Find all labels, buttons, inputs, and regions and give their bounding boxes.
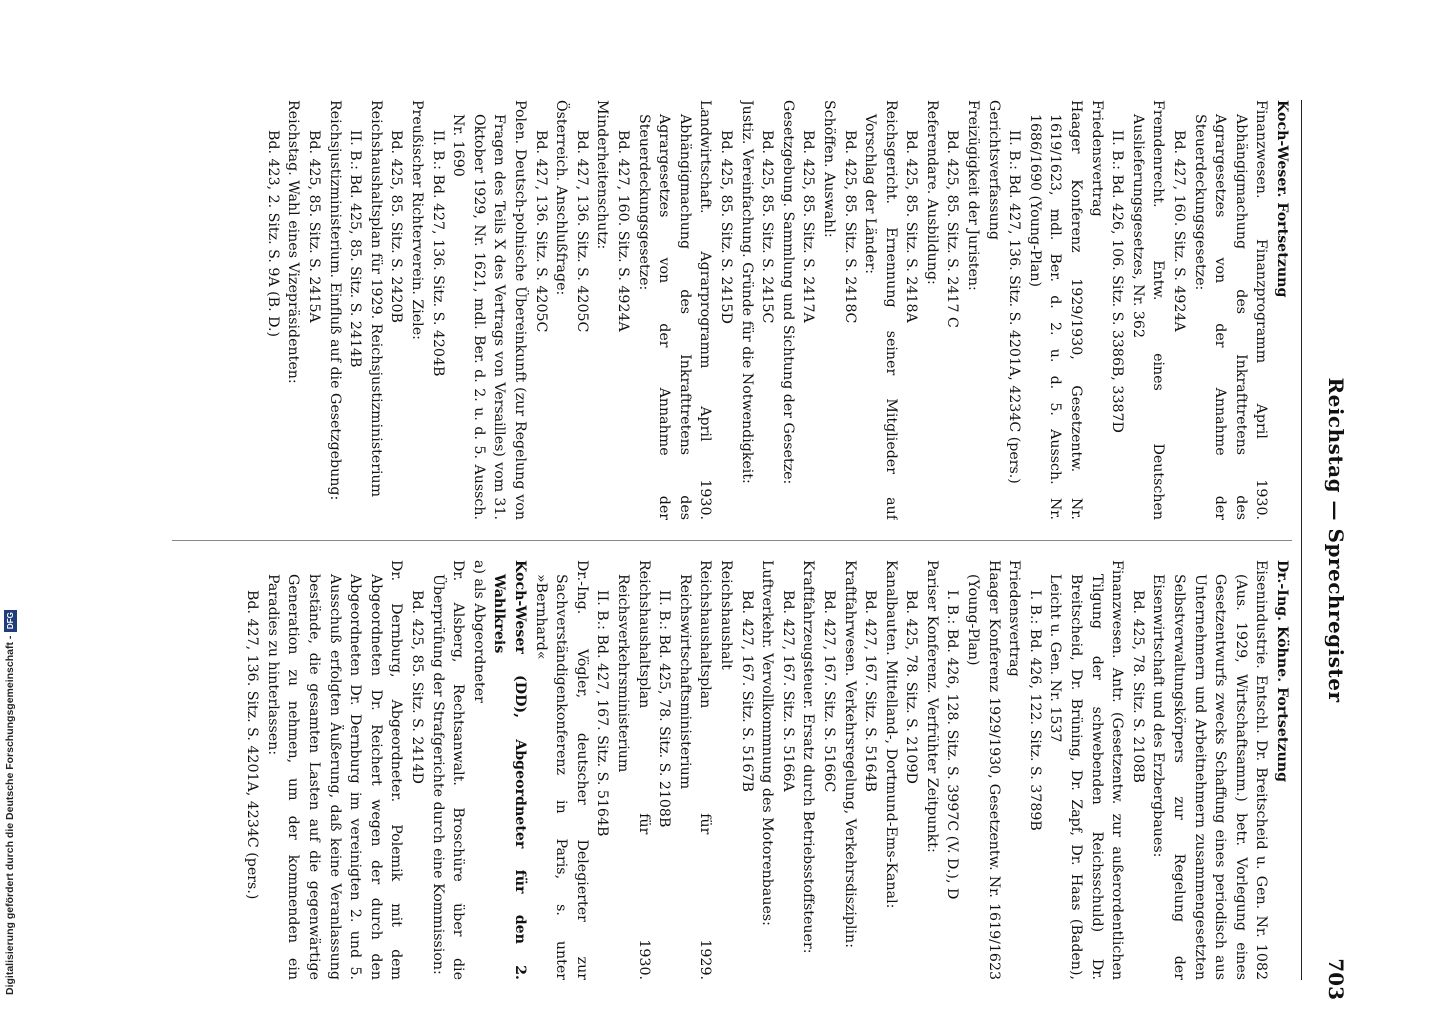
index-entry: Reichshaushaltsplan für 1929. Reichsjustizministerium: [367, 100, 384, 498]
index-reference: II. B.: Bd. 426, 106. Sitz. S. 3386B, 3387D: [1109, 130, 1126, 433]
index-reference: Bd. 427, 167. Sitz. S. 5166A: [779, 590, 796, 792]
credit-text: Digitalisierung gefördert durch die Deutsche Forschungsgemeinschaft -: [4, 635, 16, 995]
index-entry: Reichshaushaltsplan für 1930. Reichsverkehrsministerium: [615, 560, 652, 980]
index-reference: Bd. 427, 136. Sitz. S. 4205C: [532, 130, 549, 333]
index-reference: Bd. 427, 136. Sitz. S. 4205C: [573, 130, 590, 333]
index-reference: Bd. 427, 167. Sitz. S. 5166C: [820, 590, 837, 793]
index-entry: Dr.-Ing. Vögler, deutscher Delegierter zur Sachverständigenkonferenz in Paris, s. unter »Bernhard«: [532, 560, 590, 980]
index-entry: Österreich. Anschlußfrage:: [553, 100, 570, 296]
index-reference: Bd. 425, 78. Sitz. S. 2109D: [903, 590, 920, 784]
index-entry: Preußischer Richterverein. Ziele:: [409, 100, 426, 340]
index-reference: II. B.: Bd. 427, 136. Sitz. S. 4204B: [429, 130, 446, 377]
header-rule: [1301, 100, 1302, 980]
index-reference: II. B.: Bd. 425, 78. Sitz. S. 2108B: [656, 590, 673, 828]
index-entry: Kraftfahrwesen. Verkehrsregelung, Verkehrsdisziplin:: [841, 560, 858, 948]
index-entry: Freizügigkeit der Juristen:: [965, 100, 982, 291]
page-number: 703: [1324, 958, 1348, 1000]
index-entry: Fremdenrecht. Entw. eines Deutschen Auslieferungsgesetzes, Nr. 362: [1129, 100, 1167, 520]
index-entry: Haager Konferenz 1929/1930, Gesetzentw. Nr. 1619/1623, mdl. Ber. d. 2. u. d. 5. Aussch. Nr. 1686/1690 (Young-Plan): [1026, 100, 1085, 520]
index-reference: I. B.: Bd. 426, 122. Sitz. S. 3789B: [1026, 590, 1043, 831]
index-reference: II. B.: Bd. 427, 167. Sitz. S. 5164B: [594, 590, 611, 837]
index-reference: II. B.: Bd. 427, 136. Sitz. S. 4201A, 4234C (pers.): [1006, 130, 1023, 484]
index-entry: Luftverkehr. Vervollkommnung des Motorenbaues:: [759, 560, 776, 926]
index-reference: Bd. 425, 85. Sitz. S. 2415A: [306, 130, 323, 323]
index-entry: Kraftfahrzeugsteuer. Ersatz durch Betriebsstoffsteuer:: [800, 560, 817, 954]
index-entry: Justiz. Vereinfachung. Gründe für die Notwendigkeit:: [738, 100, 755, 484]
index-reference: Bd. 425, 85. Sitz. S. 2418A: [903, 130, 920, 323]
index-reference: I. B.: Bd. 426, 128. Sitz. S. 3997C (V. D.), D: [944, 590, 961, 900]
dfg-logo: DFG: [4, 610, 17, 632]
speaker-heading: Koch-Weser. Fortsetzung: [1274, 100, 1290, 298]
index-entry: Polen. Deutsch-polnische Übereinkunft (zur Regelung von Fragen des Teils X des Vertrags von Versailles) vom 31. Oktober 1929, Nr. 1621, mdl. Ber. d. 2. u. d. 5. Aussch. Nr. 1690: [450, 100, 529, 520]
index-reference: Bd. 425, 85. Sitz. S. 2420B: [388, 130, 405, 323]
right-column: [172, 100, 1292, 520]
index-reference: Bd. 425, 85. Sitz. S. 2417 C: [944, 130, 961, 328]
index-entry: Dr. Dernburg, Abgeordneter. Polemik mit dem Abgeordneten Dr. Reichert wegen der durch den Abgeordneten Dr. Dernburg im vereinigten 2. und 5. Ausschuß erfolgten Äußerung, daß keine Veranlassung bestände, die gesamten Lasten auf die gegenwärtige Generation zu nehmen, um der kommenden ein Paradies zu hinterlassen:: [264, 560, 405, 980]
index-reference: II. B.: Bd. 425, 85. Sitz. S. 2414B: [347, 130, 364, 368]
speaker-heading: Koch-Weser (DD), Abgeordneter für den 2. Wahlkreis: [491, 560, 529, 980]
index-entry: Reichshaushaltsplan für 1929. Reichswirtschaftsministerium: [676, 560, 714, 980]
index-reference: Bd. 425, 85. Sitz. S. 2417A: [800, 130, 817, 323]
index-entry: Pariser Konferenz. Verfrühter Zeitpunkt:: [923, 560, 940, 853]
index-entry: Friedensvertrag: [1088, 100, 1105, 217]
left-column: [172, 560, 1292, 980]
index-reference: Bd. 425, 85. Sitz. S. 2415D: [717, 130, 734, 324]
index-reference: Bd. 427, 167. Sitz. S. 5167B: [738, 590, 755, 792]
index-entry: Reichstag. Wahl eines Vizepräsidenten:: [285, 100, 302, 384]
index-entry: Dr. Alsberg, Rechtsanwalt. Broschüre über die Überprüfung der Strafgerichte durch eine Kommission:: [429, 560, 467, 980]
index-reference: Bd. 425, 85. Sitz. S. 2418C: [841, 130, 858, 324]
index-entry: Reichsjustizministerium. Einfluß auf die Gesetzgebung:: [326, 100, 343, 501]
digitisation-credit: [2, 595, 18, 995]
index-entry: a) als Abgeordneter: [470, 560, 487, 703]
index-entry: Kanalbauten. Mittelland-, Dortmund-Ems-Kanal:: [882, 560, 899, 909]
index-entry: Gesetzgebung. Sammlung und Sichtung der Gesetze:: [779, 100, 796, 485]
index-entry: Schöffen. Auswahl:: [820, 100, 837, 238]
index-entry: Finanzwesen. Finanzprogramm April 1930. Abhängigmachung des Inkrafttretens des Agrargesetzes von der Annahme der Steuerdeckungsgesetze:: [1191, 100, 1270, 520]
index-reference: Bd. 427, 160. Sitz. S. 4924A: [615, 130, 631, 332]
index-reference: Bd. 425, 85. Sitz. S. 2415C: [759, 130, 776, 324]
rotated-document-page: [140, 60, 1370, 1020]
index-entry: Gerichtsverfassung: [985, 100, 1002, 240]
index-reference: Bd. 425, 78. Sitz. S. 2108B: [1129, 590, 1146, 783]
index-reference: Bd. 425, 85. Sitz. S. 2414D: [409, 590, 426, 784]
index-entry: Minderheitenschutz:: [594, 100, 611, 250]
index-entry: Finanzwesen. Antr. (Gesetzentw. zur außerordentlichen Tilgung der schwebenden Reichsschuld) Dr. Breitscheid, Dr. Brüning, Dr. Zapf, Dr. Haas (Baden), Leicht u. Gen. Nr. 1537: [1047, 560, 1126, 980]
index-entry: Eisenindustrie. Entschl. Dr. Breitscheid u. Gen. Nr. 1082 (Aus. 1929, Wirtschaftsamm.) betr. Vorlegung eines Gesetzentwurfs zwecks Schaffung eines periodisch aus Unternehmern und Arbeitnehmern zusammengesetzten Selbstverwaltungskörpers zur Regelung der Eisenwirtschaft und des Erzbergbaues:: [1150, 560, 1270, 980]
index-entry: Landwirtschaft. Agrarprogramm April 1930. Abhängigmachung des Inkrafttretens des Agrargesetzes von der Annahme der Steuerdeckungsgesetze:: [635, 100, 714, 520]
index-entry: Reichsgericht. Ernennung seiner Mitglieder auf Vorschlag der Länder:: [862, 100, 899, 520]
index-entry: Friedensvertrag: [1006, 560, 1023, 677]
index-entry: Haager Konferenz 1929/1930, Gesetzentw. Nr. 1619/1623 (Young-Plan): [965, 560, 1002, 980]
running-head: Reichstag — Sprechregister: [1324, 377, 1348, 703]
column-divider: [172, 540, 1292, 541]
index-entry: Reichshaushalt: [717, 560, 734, 670]
index-reference: Bd. 427, 160. Sitz. S. 4924A: [1171, 130, 1188, 332]
index-reference: Bd. 423, 2. Sitz. S. 9A (B. D.): [264, 130, 281, 338]
index-entry: Referendare. Ausbildung:: [923, 100, 940, 285]
index-reference: Bd. 427, 136. Sitz. S. 4201A, 4234C (pers.): [244, 590, 261, 900]
index-reference: Bd. 427, 167. Sitz. S. 5164B: [862, 590, 879, 792]
speaker-heading: Dr.-Ing. Köhne. Fortsetzung: [1274, 560, 1290, 783]
